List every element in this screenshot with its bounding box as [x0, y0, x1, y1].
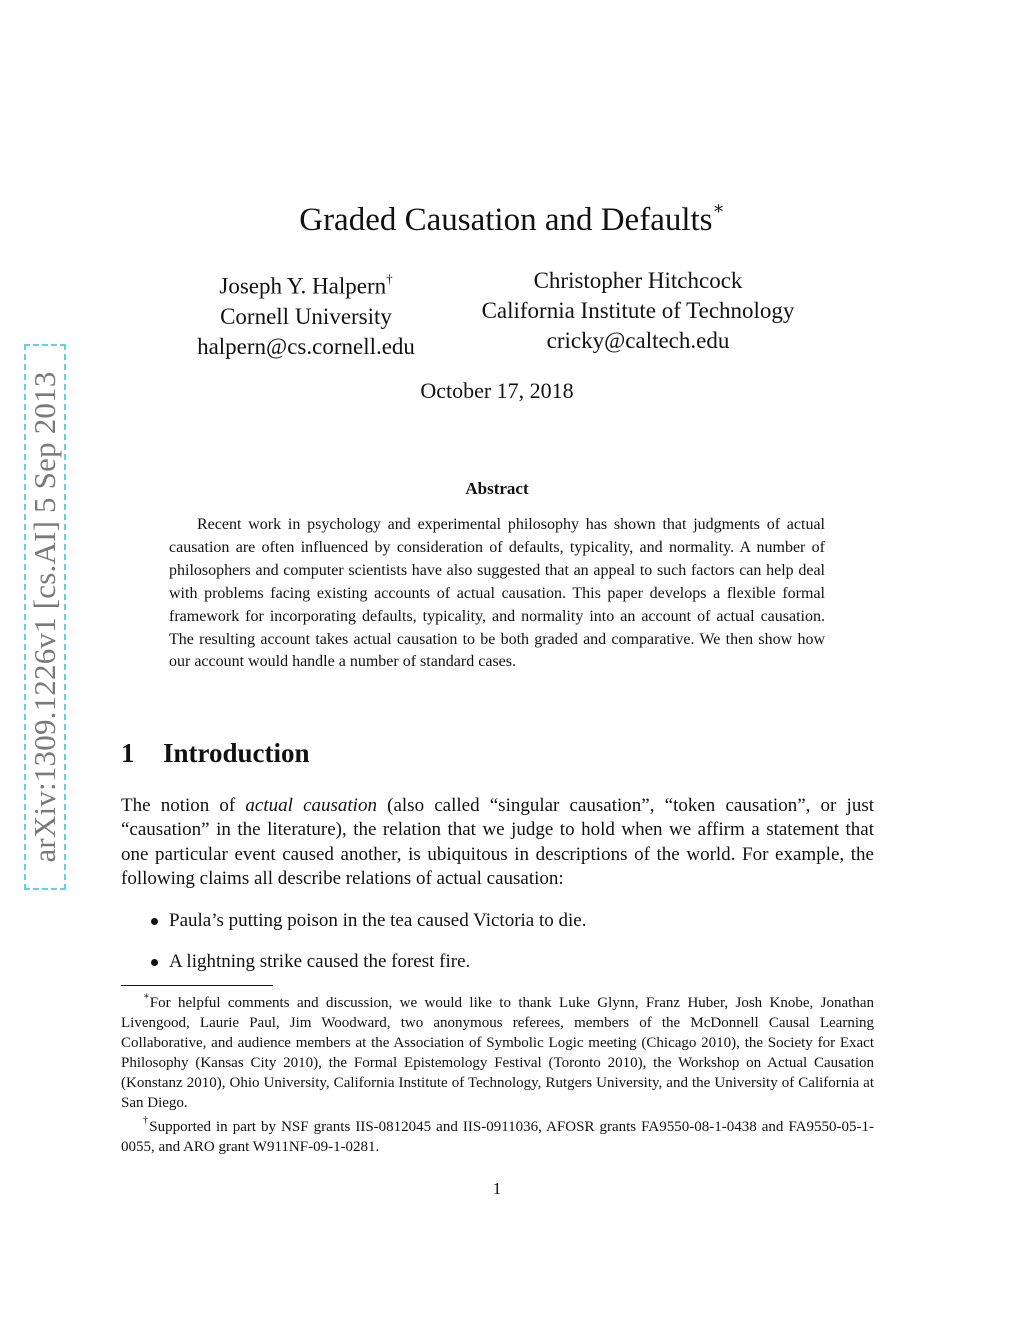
section-heading [121, 736, 310, 770]
author-email-2: cricky@caltech.edu [546, 328, 730, 353]
abstract-text: Recent work in psychology and experimental philosophy has shown that judgments of actual causation are often influenced by consideration of defaults, typicality, and normality. A number of philosophers and computer scientists have also suggested that an appeal to such factors can help deal with problems facing existing accounts of actual causation. This paper develops a flexible formal framework for incorporating defaults, typicality, and normality into an account of actual causation. The resulting account takes actual causation to be both graded and comparative. We then show how our account would handle a number of standard cases. [169, 516, 825, 671]
list-item-text: Paula’s putting poison in the tea caused Victoria to die. [169, 910, 587, 931]
paper-date: October 17, 2018 [420, 378, 574, 403]
footnotes [121, 989, 874, 1157]
bullet-icon [151, 918, 158, 925]
author-email-1: halpern@cs.cornell.edu [197, 333, 415, 359]
intro-emphasis: actual causation [245, 795, 377, 816]
author-block-2 [462, 266, 814, 356]
author-1-footnote-mark: † [386, 271, 393, 286]
author-name-2: Christopher Hitchcock [533, 268, 743, 293]
footnote-2 [121, 1113, 874, 1157]
intro-text-rest: (also called “singular causation”, “token causation”, or just “causation” in the literature), the relation that we judge to hold when we affirm a statement that one particular event caused another, is ubiquitous in descriptions of the world. For example, the following claims all describe relations of actual causation: [121, 795, 874, 889]
paper-title-text: Graded Causation and Defaults [299, 202, 713, 238]
author-affiliation-1: Cornell University [220, 303, 392, 329]
footnote-1 [121, 989, 874, 1113]
section-number: 1 [121, 738, 135, 768]
footnote-2-text: Supported in part by NSF grants IIS-0812045 and IIS-0911036, AFOSR grants FA9550-08-1-0438 and FA9550-05-1-0055, and ARO grant W911NF-09-1-0281. [121, 1119, 874, 1155]
bullet-icon [151, 959, 158, 966]
list-item [148, 908, 868, 934]
paper-title [0, 192, 1024, 240]
section-title: Introduction [163, 738, 310, 768]
intro-paragraph [121, 794, 874, 891]
example-list [148, 908, 868, 975]
arxiv-stamp-text: arXiv:1309.1226v1 [cs.AI] 5 Sep 2013 [27, 371, 62, 863]
list-item [148, 949, 868, 975]
author-name-1 [180, 266, 432, 302]
page-number: 1 [492, 1179, 502, 1198]
abstract-heading: Abstract [465, 479, 529, 498]
title-footnote-mark: ∗ [712, 198, 725, 218]
author-affiliation-2: California Institute of Technology [481, 298, 795, 323]
intro-text-start: The notion of [121, 795, 246, 816]
footnote-2-mark: † [143, 1115, 150, 1126]
footnote-divider [121, 985, 273, 986]
footnote-1-text: For helpful comments and discussion, we would like to thank Luke Glynn, Franz Huber, Josh Knobe, Jonathan Livengood, Laurie Paul, Jim Woodward, two anonymous referees, members of the McDonnell Causal Learning Collaborative, and audience members at the Association of Symbolic Logic meeting (Chicago 2010), the Society for Exact Philosophy (Kansas City 2010), the Formal Epistemology Festival (Toronto 2010), the Workshop on Actual Causation (Konstanz 2010), Ohio University, California Institute of Technology, Rutgers University, and the University of California at San Diego. [121, 995, 874, 1111]
footnote-1-mark: ∗ [143, 991, 150, 1002]
author-block-1 [180, 266, 432, 362]
list-item-text: A lightning strike caused the forest fire. [169, 951, 471, 972]
author-name-1-text: Joseph Y. Halpern [219, 273, 387, 299]
